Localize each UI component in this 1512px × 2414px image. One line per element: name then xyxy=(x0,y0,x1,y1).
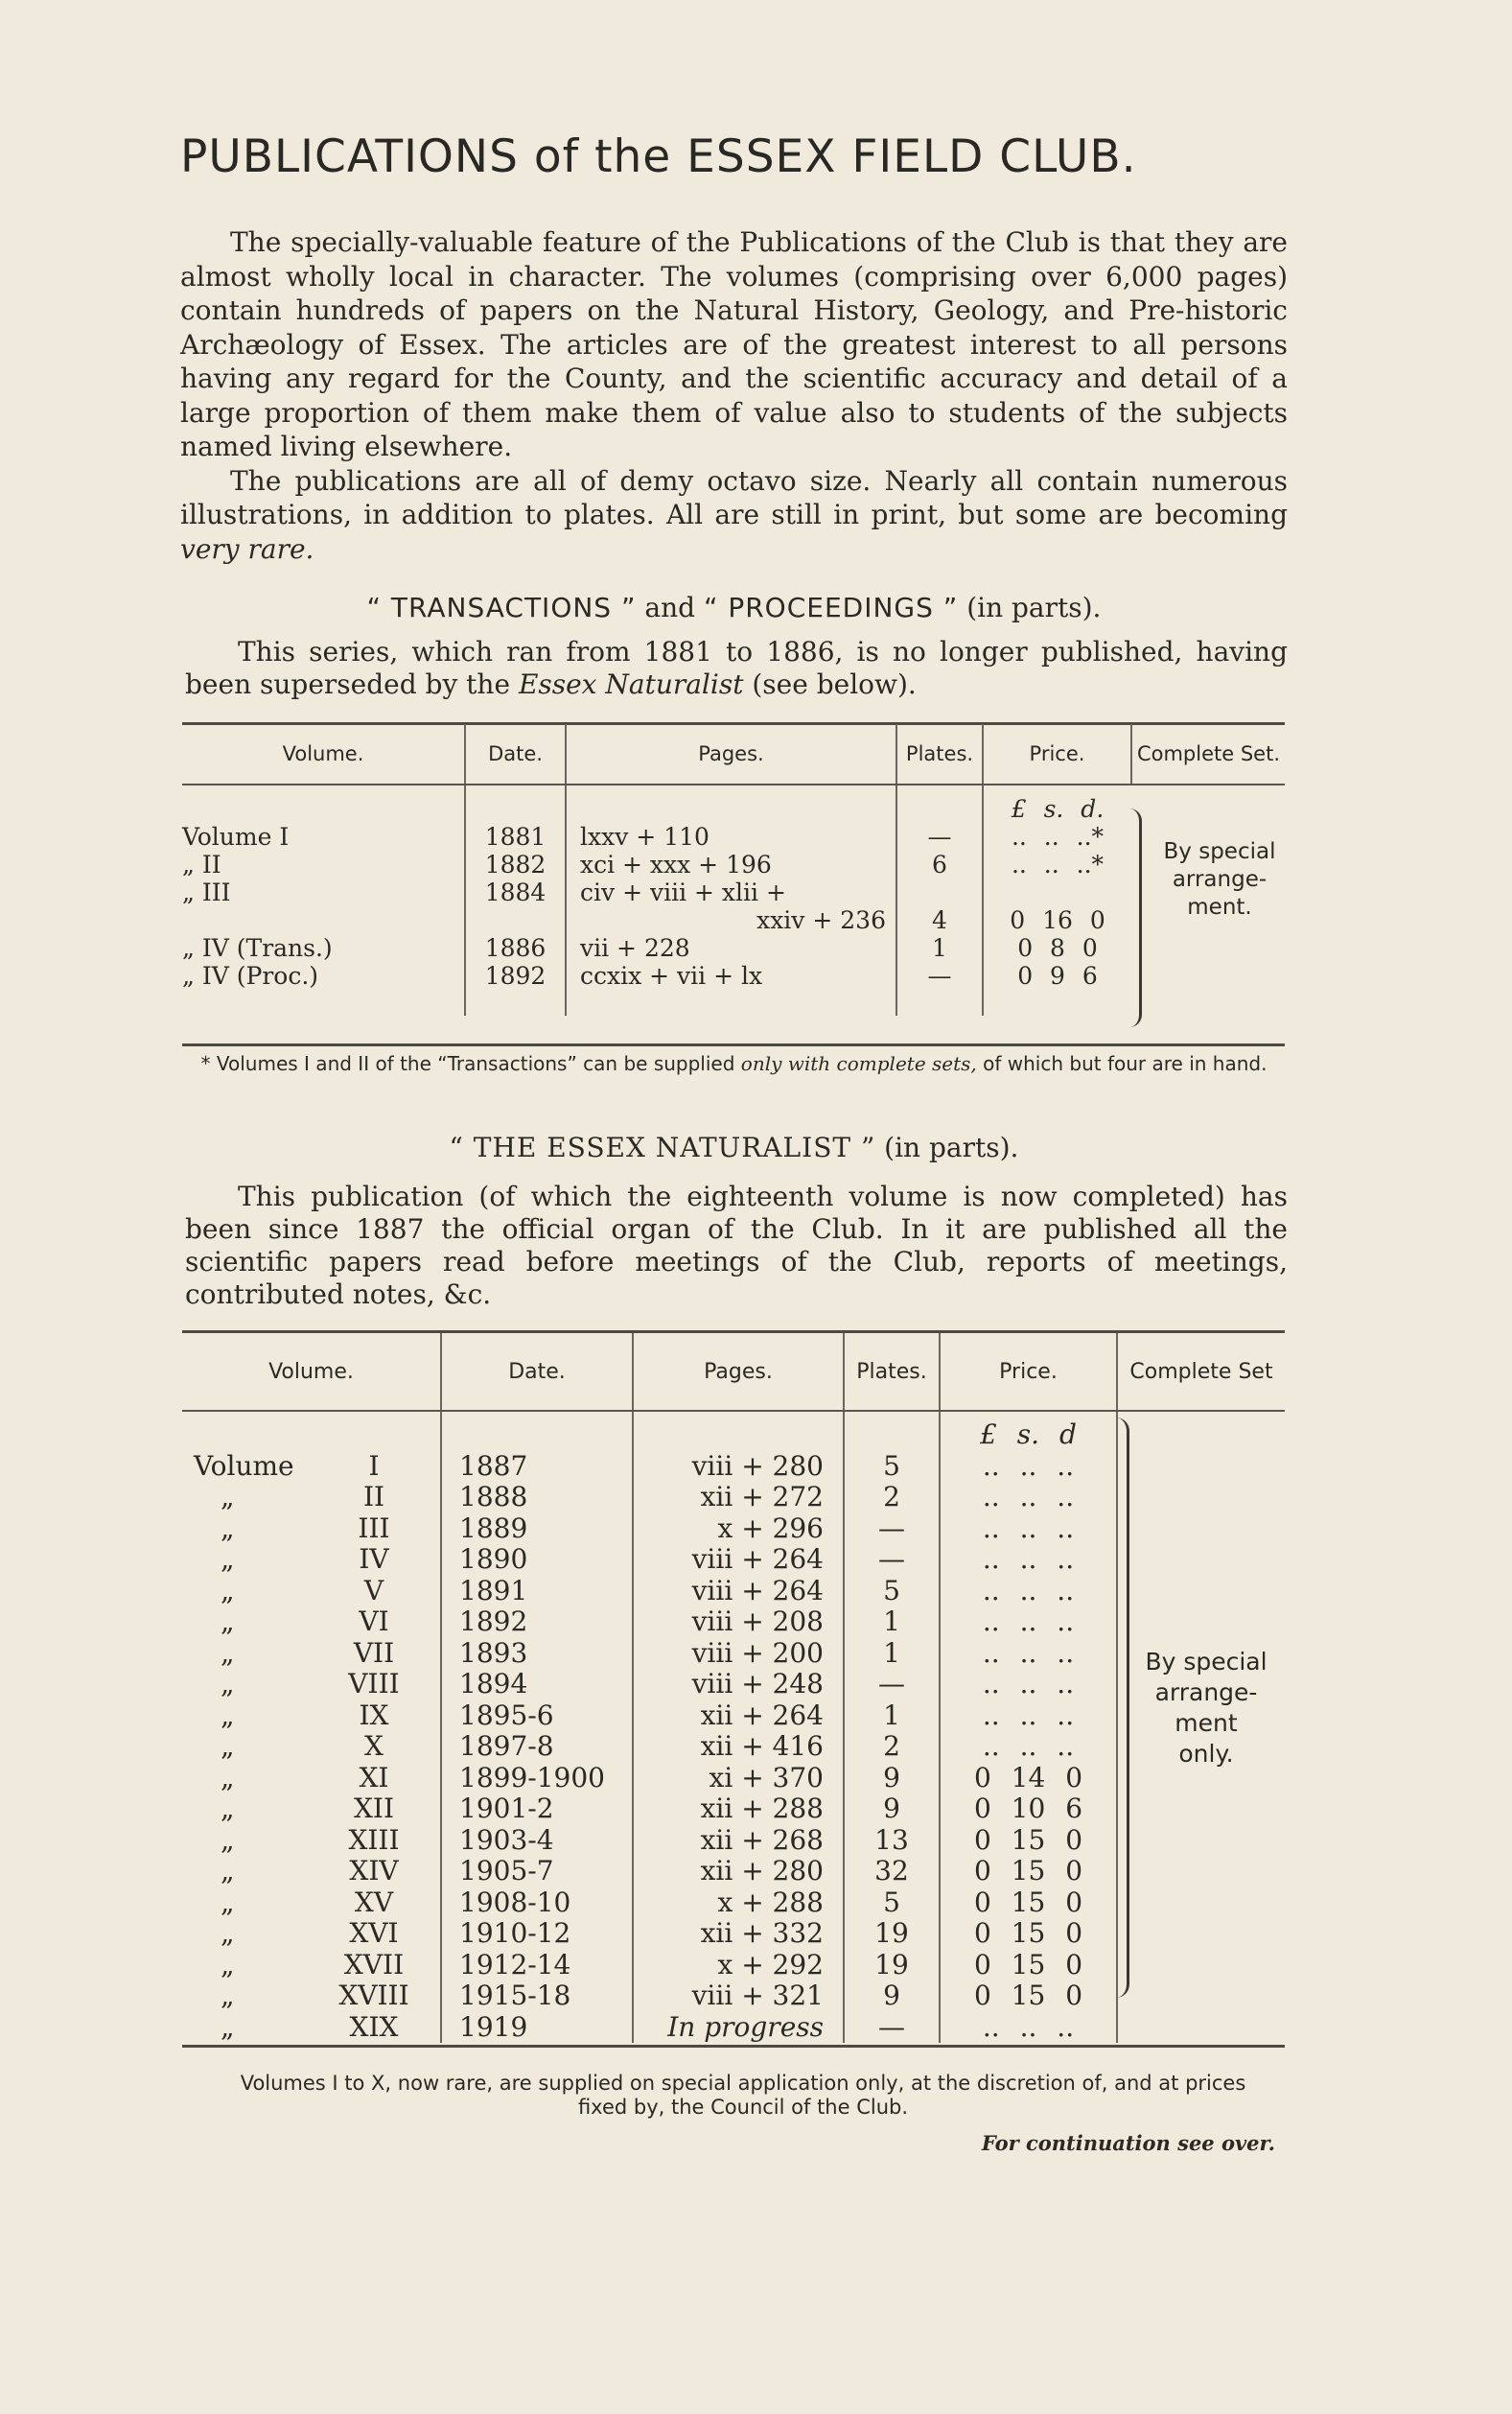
table-cell: 0 8 0 xyxy=(1017,934,1098,962)
volume-prefix: „ xyxy=(221,1980,235,2011)
table-cell-date: 1901-2 xyxy=(459,1793,554,1824)
footnote-text-italic: only with complete sets, xyxy=(740,1052,977,1075)
table-cell-plates: 2 xyxy=(883,1730,900,1762)
naturalist-pages-column xyxy=(633,1411,844,2043)
table-cell-plates: 1 xyxy=(883,1636,900,1669)
volume-prefix: „ xyxy=(221,1699,235,1731)
table-cell-volume xyxy=(182,1793,440,1825)
naturalist-date-column xyxy=(441,1411,633,2043)
volume-prefix: Volume xyxy=(194,1449,294,1482)
volume-numeral: I xyxy=(368,1449,380,1482)
volume-prefix: „ xyxy=(221,1948,235,1980)
volume-prefix: „ xyxy=(221,1886,235,1918)
volume-prefix: „ xyxy=(221,2010,235,2043)
volume-numeral: XVII xyxy=(343,1948,405,1980)
table-cell-plates: — xyxy=(878,1543,905,1575)
table-cell-price: .. .. .. xyxy=(982,1512,1075,1544)
table-cell-plates: — xyxy=(878,1668,905,1699)
table-cell xyxy=(182,906,464,934)
table-cell-price: 0 15 0 xyxy=(973,1980,1083,2011)
table-cell-volume xyxy=(182,1482,440,1513)
column-header-complete-set: Complete Set xyxy=(1117,1333,1285,1411)
complete-set-line: arrange- xyxy=(1154,1678,1258,1706)
table-cell-pages: xii + 264 xyxy=(700,1699,824,1731)
transactions-heading xyxy=(180,592,1288,623)
table-cell-pages: viii + 264 xyxy=(691,1574,824,1606)
column-header-volume: Volume. xyxy=(182,724,465,785)
volume-numeral: II xyxy=(362,1481,385,1512)
footnote-text-c: of which but four are in hand. xyxy=(976,1052,1268,1075)
table-cell-volume xyxy=(182,1950,440,1981)
table-cell: 4 xyxy=(932,906,947,934)
table-cell-volume xyxy=(182,1513,440,1545)
transactions-table-header xyxy=(182,724,1285,785)
volume-prefix: „ xyxy=(221,1636,235,1669)
table-cell-plates: 1 xyxy=(883,1699,900,1731)
table-cell: 1892 xyxy=(484,962,547,990)
naturalist-table-header xyxy=(182,1333,1285,1411)
price-cells xyxy=(941,1419,1116,2043)
table-cell: lxxv + 110 xyxy=(580,823,709,851)
table-cell-date: 1897-8 xyxy=(459,1730,554,1762)
complete-set-line: arrange- xyxy=(1172,867,1268,892)
table-cell-price: 0 15 0 xyxy=(973,1823,1083,1856)
table-cell-pages: viii + 264 xyxy=(691,1543,824,1575)
naturalist-volume-column xyxy=(182,1411,441,2043)
transactions-pages-column xyxy=(566,785,896,1016)
volume-numeral: XVI xyxy=(349,1917,399,1949)
table-cell-plates: 9 xyxy=(883,1980,900,2011)
spacer xyxy=(459,1419,632,1451)
table-cell-pages: x + 292 xyxy=(717,1948,824,1980)
table-cell-date: 1912-14 xyxy=(459,1948,571,1980)
table-cell-date: 1899-1900 xyxy=(459,1761,605,1793)
volume-prefix: „ xyxy=(221,1481,235,1512)
table-cell-date: 1919 xyxy=(459,2010,528,2043)
table-cell-price: 0 10 6 xyxy=(973,1793,1083,1824)
column-header-date: Date. xyxy=(441,1333,633,1411)
volume-numeral: VII xyxy=(353,1636,395,1669)
volume-prefix: „ xyxy=(221,1917,235,1949)
intro-paragraph-2-emphasis: very rare. xyxy=(180,532,314,565)
table-cell-pages: xi + 370 xyxy=(709,1761,824,1793)
table-cell-date: 1908-10 xyxy=(459,1886,571,1918)
column-header-pages: Pages. xyxy=(633,1333,844,1411)
table-cell-date: 1890 xyxy=(459,1543,528,1575)
volume-prefix: „ xyxy=(221,1761,235,1793)
table-cell: .. .. ..* xyxy=(1011,851,1105,879)
transactions-description-text xyxy=(185,636,1288,701)
table-cell-date: 1892 xyxy=(459,1605,528,1637)
volume-prefix: „ xyxy=(221,1574,235,1606)
table-cell: „ II xyxy=(182,851,221,879)
table-cell-pages: x + 288 xyxy=(717,1886,824,1918)
volume-cells xyxy=(182,1419,440,2043)
table-cell-plates: — xyxy=(878,1512,905,1544)
volume-numeral: XI xyxy=(359,1761,389,1793)
table-cell: 6 xyxy=(932,851,947,879)
transactions-price-column xyxy=(983,785,1131,1016)
volume-numeral: XIII xyxy=(348,1823,400,1856)
table-cell: 0 9 6 xyxy=(1017,962,1098,990)
table-cell-pages: xii + 280 xyxy=(700,1855,824,1887)
table-cell-plates: 19 xyxy=(874,1948,909,1980)
table-cell-date: 1889 xyxy=(459,1512,528,1544)
intro-text xyxy=(180,225,1288,566)
table-cell-volume xyxy=(182,1638,440,1670)
table-cell-date: 1894 xyxy=(459,1668,528,1699)
footnote-text-a: * Volumes I and II of the “Transactions” can be supplied xyxy=(200,1052,741,1075)
plates-cells xyxy=(845,1419,939,2043)
table-cell-price: .. .. .. xyxy=(982,1636,1075,1669)
table-cell-volume xyxy=(182,1825,440,1857)
volume-numeral: XIX xyxy=(349,2010,399,2043)
table-cell: .. .. ..* xyxy=(1011,823,1105,851)
volume-numeral: XVIII xyxy=(338,1980,409,2011)
table-cell-price: .. .. .. xyxy=(982,2010,1075,2043)
table-cell-date: 1887 xyxy=(459,1449,528,1482)
volume-numeral: XII xyxy=(353,1793,395,1824)
volume-prefix: „ xyxy=(221,1543,235,1575)
table-cell-plates: 2 xyxy=(883,1481,900,1512)
table-cell: 1882 xyxy=(484,851,547,879)
table-cell-volume xyxy=(182,1763,440,1794)
transactions-table-body xyxy=(182,785,1285,1016)
volume-prefix: „ xyxy=(221,1730,235,1762)
volume-prefix: „ xyxy=(221,1605,235,1637)
transactions-plates-column xyxy=(896,785,983,1016)
price-units: £ s. d. xyxy=(1011,795,1105,823)
table-cell-pages: xii + 332 xyxy=(700,1917,824,1949)
transactions-volume-column xyxy=(182,785,465,1016)
table-cell: 1881 xyxy=(484,823,547,851)
complete-set-line: only. xyxy=(1178,1740,1234,1768)
table-cell-date: 1891 xyxy=(459,1574,528,1606)
table-cell-price: 0 15 0 xyxy=(973,1855,1083,1887)
table-cell-pages: xii + 268 xyxy=(700,1823,824,1856)
volume-numeral: VIII xyxy=(348,1668,400,1699)
naturalist-heading xyxy=(180,1132,1288,1163)
table-cell-price: .. .. .. xyxy=(982,1574,1075,1606)
table-cell: civ + viii + xlii + xyxy=(580,879,786,906)
table-cell: Volume I xyxy=(182,823,290,851)
transactions-complete-set-column xyxy=(1131,785,1285,1016)
spacer xyxy=(182,1419,440,1451)
table-cell-plates: 5 xyxy=(883,1574,900,1606)
table-cell-plates: 5 xyxy=(883,1886,900,1918)
table-cell-plates: 19 xyxy=(874,1917,909,1949)
page-title: PUBLICATIONS of the ESSEX FIELD CLUB. xyxy=(180,130,1137,183)
volume-prefix: „ xyxy=(221,1823,235,1856)
table-cell-price: .. .. .. xyxy=(982,1668,1075,1699)
volume-numeral: III xyxy=(358,1512,390,1544)
table-cell: — xyxy=(927,823,952,851)
complete-set-line: ment. xyxy=(1187,895,1252,920)
volume-numeral: V xyxy=(363,1574,384,1606)
table-cell-volume xyxy=(182,1731,440,1763)
table-cell-price: .. .. .. xyxy=(982,1481,1075,1512)
table-cell: vii + 228 xyxy=(580,934,690,962)
table-cell-pages: xii + 272 xyxy=(700,1481,824,1512)
naturalist-complete-set-note xyxy=(1129,1647,1283,1769)
complete-set-line: By special xyxy=(1163,839,1276,864)
complete-set-line: ment xyxy=(1175,1709,1238,1737)
naturalist-plates-column xyxy=(844,1411,940,2043)
table-cell-pages: xii + 288 xyxy=(700,1793,824,1824)
table-cell-price: .. .. .. xyxy=(982,1543,1075,1575)
transactions-brace xyxy=(1129,809,1142,1027)
naturalist-price-column xyxy=(940,1411,1117,2043)
transactions-heading-and: and xyxy=(636,592,704,623)
column-header-pages: Pages. xyxy=(566,724,896,785)
table-cell-pages: x + 296 xyxy=(717,1512,824,1544)
table-cell: ccxix + vii + lx xyxy=(580,962,763,990)
table-cell-pages: viii + 248 xyxy=(691,1668,824,1699)
transactions-date-column xyxy=(465,785,566,1016)
table-cell-plates: — xyxy=(878,2010,905,2043)
table-cell-price: 0 14 0 xyxy=(973,1761,1083,1793)
column-header-volume: Volume. xyxy=(182,1333,441,1411)
transactions-text-a: This series, which ran from 1881 to 1886, is no longer published, having been superseded by the xyxy=(185,636,1288,700)
transactions-footnote xyxy=(180,1052,1288,1076)
table-cell-plates: 13 xyxy=(874,1823,909,1856)
table-cell-plates: 32 xyxy=(874,1855,909,1887)
volume-prefix: „ xyxy=(221,1668,235,1699)
naturalist-heading-title: “ THE ESSEX NATURALIST ” xyxy=(449,1132,876,1163)
table-cell-price: .. .. .. xyxy=(982,1605,1075,1637)
column-header-price: Price. xyxy=(983,724,1131,785)
transactions-heading-suffix: (in parts). xyxy=(958,592,1102,623)
intro-paragraph-1: The specially-valuable feature of the Publications of the Club is that they are almost wholly local in character. The volumes (comprising over 6,000 pages) contain hundreds of papers on the Natural History, Geology, and Pre-historic Archæology of Essex. The articles are of the greatest interest to all persons having any regard for the County, and the scientific accuracy and detail of a large proportion of them make them of value also to students of the subjects named living elsewhere. xyxy=(180,226,1288,462)
table-cell-volume xyxy=(182,1451,440,1483)
table-cell xyxy=(984,879,1131,906)
table-cell: xci + xxx + 196 xyxy=(580,851,772,879)
spacer xyxy=(845,1419,939,1451)
proceedings-heading-part: “ PROCEEDINGS ” xyxy=(703,592,959,623)
table-cell-date: 1888 xyxy=(459,1481,528,1512)
table-cell-plates: 5 xyxy=(883,1449,900,1482)
table-cell: xxiv + 236 xyxy=(756,906,886,934)
table-cell-pages: viii + 200 xyxy=(691,1636,824,1669)
naturalist-description xyxy=(185,1181,1288,1311)
volume-prefix: „ xyxy=(221,1793,235,1824)
price-units: £ s. d xyxy=(980,1418,1077,1450)
table-cell-price: .. .. .. xyxy=(982,1449,1075,1482)
table-cell-volume xyxy=(182,1856,440,1887)
naturalist-description-text: This publication (of which the eighteenth volume is now completed) has been since 1887 the official organ of the Club. In it are published all the scientific papers read before meetings of the Club, reports of meetings, contributed notes, &c. xyxy=(185,1181,1288,1310)
table-cell-volume xyxy=(182,1887,440,1919)
naturalist-brace xyxy=(1115,1418,1129,1998)
transactions-table-bottom-rule xyxy=(182,1043,1285,1046)
table-cell-volume xyxy=(182,1669,440,1700)
transactions-complete-set-note xyxy=(1152,838,1287,922)
table-cell-volume xyxy=(182,1606,440,1638)
transactions-description xyxy=(185,636,1288,701)
volume-numeral: XIV xyxy=(349,1855,399,1887)
volume-numeral: IV xyxy=(359,1543,389,1575)
table-cell-pages: viii + 208 xyxy=(691,1605,824,1637)
complete-set-line: By special xyxy=(1145,1648,1268,1676)
table-cell-date: 1905-7 xyxy=(459,1855,554,1887)
table-cell-plates: 9 xyxy=(883,1793,900,1824)
table-cell-date: 1915-18 xyxy=(459,1980,571,2011)
table-cell-plates: 9 xyxy=(883,1761,900,1793)
transactions-heading-part: “ TRANSACTIONS ” xyxy=(366,592,637,623)
table-cell-volume xyxy=(182,1576,440,1607)
table-cell: „ III xyxy=(182,879,231,906)
table-cell: 0 16 0 xyxy=(1010,906,1105,934)
continuation-note: For continuation see over. xyxy=(981,2131,1275,2155)
intro-paragraph-2 xyxy=(180,464,1288,567)
table-cell-price: 0 15 0 xyxy=(973,1948,1083,1980)
spacer xyxy=(634,1419,824,1451)
volume-prefix: „ xyxy=(221,1855,235,1887)
table-cell-price: .. .. .. xyxy=(982,1699,1075,1731)
table-cell-price: .. .. .. xyxy=(982,1730,1075,1762)
naturalist-table-bottom-rule xyxy=(182,2045,1285,2048)
column-header-plates: Plates. xyxy=(844,1333,940,1411)
table-cell xyxy=(466,906,565,934)
volume-numeral: X xyxy=(364,1730,384,1762)
table-cell: 1886 xyxy=(484,934,547,962)
table-cell xyxy=(897,879,982,906)
naturalist-complete-set-column xyxy=(1117,1411,1285,2043)
pages-cells xyxy=(634,1419,824,2043)
table-cell-date: 1910-12 xyxy=(459,1917,571,1949)
volume-prefix: „ xyxy=(221,1512,235,1544)
column-header-plates: Plates. xyxy=(896,724,983,785)
transactions-text-italic: Essex Naturalist xyxy=(518,668,744,700)
table-cell: — xyxy=(927,962,952,990)
intro-paragraph-2-text: The publications are all of demy octavo size. Nearly all contain numerous illustrations, in addition to plates. All are still in print, but some are becoming xyxy=(180,464,1288,530)
table-cell-volume xyxy=(182,2012,440,2044)
table-cell: 1 xyxy=(932,934,947,962)
naturalist-heading-suffix: (in parts). xyxy=(875,1132,1019,1163)
table-cell-volume xyxy=(182,1700,440,1732)
table-cell: 1884 xyxy=(484,879,547,906)
table-cell-date: 1895-6 xyxy=(459,1699,554,1731)
table-cell-volume xyxy=(182,1544,440,1576)
volume-numeral: XV xyxy=(354,1886,394,1918)
table-cell: „ IV (Proc.) xyxy=(182,962,319,990)
table-cell-pages: viii + 280 xyxy=(691,1449,824,1482)
volume-numeral: IX xyxy=(359,1699,389,1731)
date-cells xyxy=(459,1419,632,2043)
table-cell-pages: In progress xyxy=(667,2010,824,2043)
table-cell-plates: 1 xyxy=(883,1605,900,1637)
naturalist-footnote: Volumes I to X, now rare, are supplied on special application only, at the discretion of, and at prices fixed by, the Council of the Club. xyxy=(240,2072,1246,2119)
column-header-date: Date. xyxy=(465,724,566,785)
column-header-complete-set: Complete Set. xyxy=(1131,724,1285,785)
transactions-text-c: (see below). xyxy=(743,668,917,700)
table-cell-date: 1903-4 xyxy=(459,1823,554,1856)
table-cell-pages: xii + 416 xyxy=(700,1730,824,1762)
column-header-price: Price. xyxy=(940,1333,1117,1411)
table-cell: „ IV (Trans.) xyxy=(182,934,333,962)
transactions-table xyxy=(182,724,1285,1016)
table-cell-volume xyxy=(182,1918,440,1950)
volume-numeral: VI xyxy=(359,1605,389,1637)
table-cell-price: 0 15 0 xyxy=(973,1917,1083,1949)
table-cell-date: 1893 xyxy=(459,1636,528,1669)
table-cell-pages: viii + 321 xyxy=(691,1980,824,2011)
table-cell-price: 0 15 0 xyxy=(973,1886,1083,1918)
table-cell-volume xyxy=(182,1980,440,2012)
